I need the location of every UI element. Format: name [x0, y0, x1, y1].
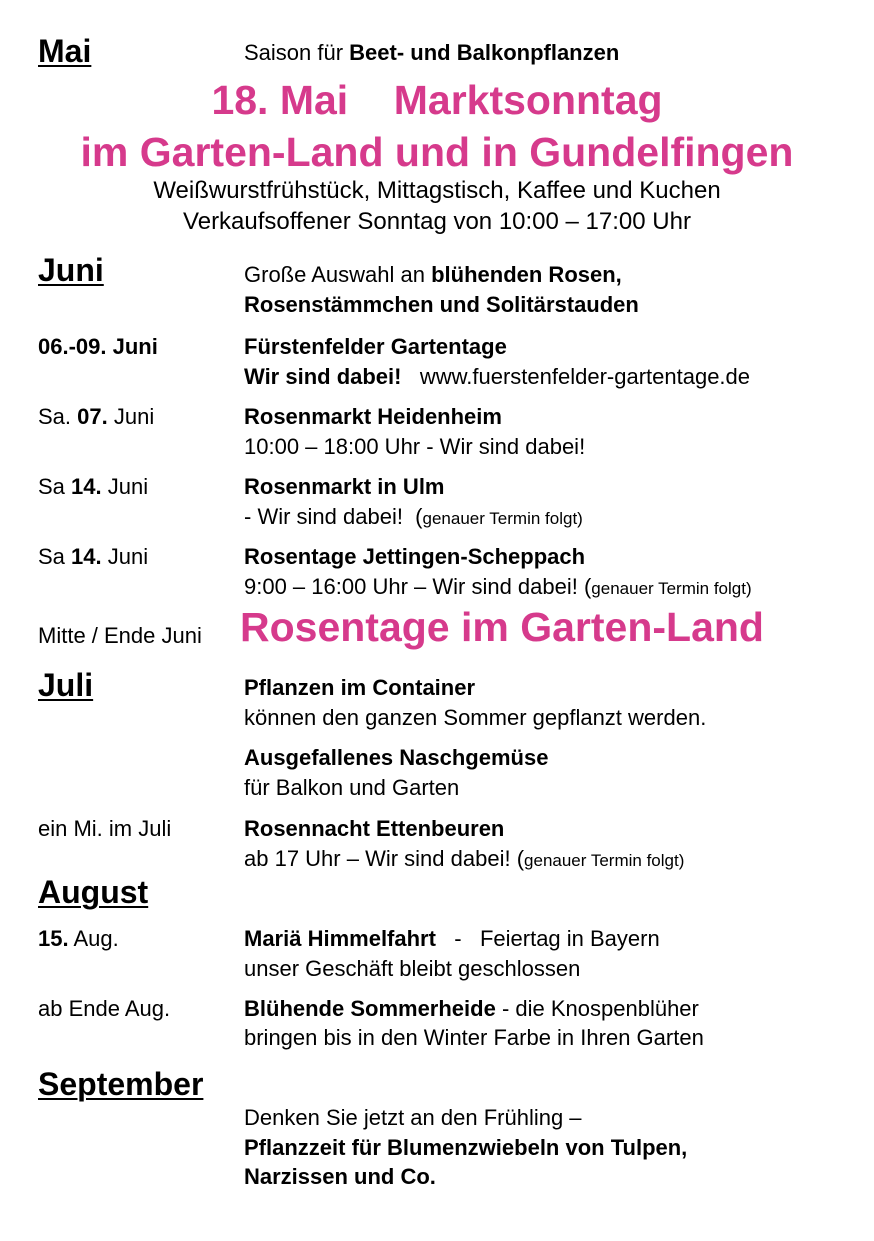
- mai-info-line-2: Verkaufsoffener Sonntag von 10:00 – 17:00 Uhr: [183, 208, 691, 235]
- juni-event-2-title: Rosenmarkt Heidenheim: [244, 404, 502, 429]
- juni-event-1-detail-bold: Wir sind dabei!: [244, 364, 402, 389]
- august-item-2: [244, 998, 699, 1020]
- juni-intro-line-1: [244, 264, 622, 286]
- juni-event-3-note: genauer Termin folgt): [422, 509, 583, 528]
- august-date-1-suffix: Aug.: [68, 926, 119, 951]
- juli-item-2-text: für Balkon und Garten: [244, 775, 460, 800]
- juni-event-4-date-suffix: Juni: [101, 544, 149, 569]
- juni-event-3-title: Rosenmarkt in Ulm: [244, 474, 445, 499]
- august-item-1-title: Mariä Himmelfahrt: [244, 926, 436, 951]
- juli-event-title: Rosennacht Ettenbeuren: [244, 816, 505, 841]
- juni-event-3-date-suffix: Juni: [101, 474, 149, 499]
- juni-event-2-detail: 10:00 – 18:00 Uhr - Wir sind dabei!: [244, 434, 586, 459]
- juni-event-3-detail: [244, 506, 583, 528]
- juni-event-1-title: Fürstenfelder Gartentage: [244, 334, 507, 359]
- september-line-2: Pflanzzeit für Blumenzwiebeln von Tulpen,: [244, 1135, 688, 1160]
- juni-event-3-date: [38, 476, 148, 498]
- mai-headline-1: 18. Mai Marktsonntag: [211, 77, 663, 123]
- september-line-1: Denken Sie jetzt an den Frühling –: [244, 1105, 582, 1130]
- august-item-2-line-2: bringen bis in den Winter Farbe in Ihren Garten: [244, 1025, 704, 1050]
- august-date-1-bold: 15.: [38, 926, 69, 951]
- juni-event-3-date-bold: 14.: [71, 474, 102, 499]
- juni-event-2-date: [38, 406, 154, 428]
- juli-event-detail: [244, 848, 684, 870]
- juni-rosentage-title: Rosentage im Garten-Land: [240, 604, 764, 650]
- juni-event-4-detail: [244, 576, 752, 598]
- juni-event-4-date-bold: 14.: [71, 544, 102, 569]
- juni-event-2-date-prefix: Sa.: [38, 404, 78, 429]
- month-heading-september: September: [38, 1066, 204, 1102]
- juni-event-4-date: [38, 546, 148, 568]
- juni-event-3-date-prefix: Sa: [38, 474, 72, 499]
- august-date-2: ab Ende Aug.: [38, 996, 171, 1021]
- mai-saison-line: [244, 42, 619, 64]
- juni-event-4-date-prefix: Sa: [38, 544, 72, 569]
- juni-event-2-date-bold: 07.: [77, 404, 108, 429]
- juni-intro-prefix: Große Auswahl an: [244, 262, 432, 287]
- mai-headline-2: im Garten-Land und in Gundelfingen: [80, 129, 794, 175]
- juni-event-4-title: Rosentage Jettingen-Scheppach: [244, 544, 586, 569]
- juni-rosentage-date: Mitte / Ende Juni: [38, 623, 202, 648]
- august-item-2-title: Blühende Sommerheide: [244, 996, 496, 1021]
- juni-event-4-note: genauer Termin folgt): [591, 579, 752, 598]
- juni-event-1-detail: [244, 366, 750, 388]
- juni-intro-bold: blühenden Rosen,: [431, 262, 622, 287]
- mai-saison-bold: Beet- und Balkonpflanzen: [349, 40, 620, 65]
- juli-item-1-title: Pflanzen im Container: [244, 675, 476, 700]
- august-item-1-suffix: - Feiertag in Bayern: [435, 926, 660, 951]
- juli-event-date: ein Mi. im Juli: [38, 816, 172, 841]
- juli-item-2-title: Ausgefallenes Naschgemüse: [244, 745, 549, 770]
- september-line-3: Narzissen und Co.: [244, 1164, 436, 1189]
- juli-item-1-text: können den ganzen Sommer gepflanzt werden.: [244, 705, 707, 730]
- juni-event-1-date: 06.-09. Juni: [38, 334, 158, 359]
- juni-intro-line-2: Rosenstämmchen und Solitärstauden: [244, 292, 639, 317]
- month-heading-mai: Mai: [38, 33, 92, 69]
- mai-saison-prefix: Saison für: [244, 40, 350, 65]
- august-item-1: [244, 928, 660, 950]
- juli-event-detail-text: ab 17 Uhr – Wir sind dabei! (: [244, 846, 525, 871]
- month-heading-juni: Juni: [38, 252, 104, 288]
- august-date-1: [38, 928, 119, 950]
- mai-info-line-1: Weißwurstfrühstück, Mittagstisch, Kaffee und Kuchen: [153, 177, 721, 204]
- juni-event-4-detail-text: 9:00 – 16:00 Uhr – Wir sind dabei! (: [244, 574, 592, 599]
- august-item-1-line-2: unser Geschäft bleibt geschlossen: [244, 956, 581, 981]
- august-item-2-suffix: - die Knospenblüher: [495, 996, 699, 1021]
- juni-event-1-url: www.fuerstenfelder-gartentage.de: [401, 364, 751, 389]
- juni-event-2-date-suffix: Juni: [107, 404, 155, 429]
- juni-event-3-detail-text: - Wir sind dabei! (: [244, 504, 423, 529]
- month-heading-august: August: [38, 874, 149, 910]
- juli-event-note: genauer Termin folgt): [524, 851, 685, 870]
- month-heading-juli: Juli: [38, 667, 94, 703]
